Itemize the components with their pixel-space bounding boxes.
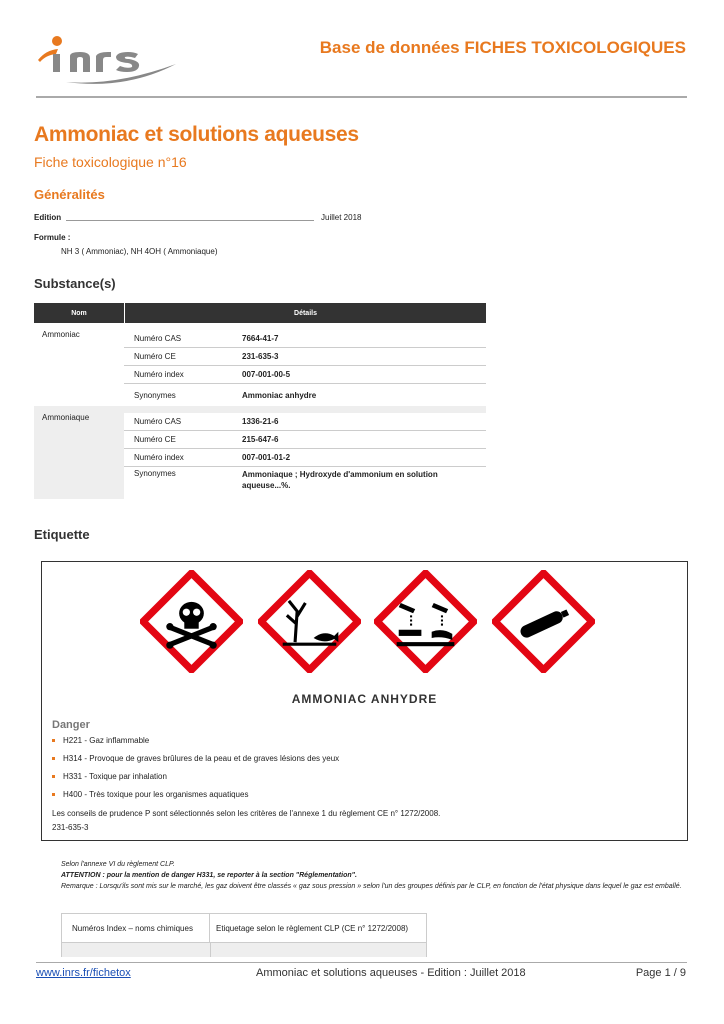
- corrosion-icon: [374, 570, 477, 673]
- gas-cylinder-icon: [492, 570, 595, 673]
- clp-label: [41, 561, 688, 841]
- col-nom: Nom: [34, 303, 125, 323]
- prudence-text: Les conseils de prudence P sont sélectionnés selon les critères de l'annexe 1 du règlement CE n° 1272/2008.: [52, 809, 441, 818]
- edition-value: Juillet 2018: [321, 213, 362, 222]
- edition-label: Edition: [34, 213, 62, 222]
- substances-table: [34, 303, 486, 499]
- footer-title: Ammoniac et solutions aqueuses - Edition : Juillet 2018: [256, 967, 526, 979]
- footer-link[interactable]: www.inrs.fr/fichetox: [36, 967, 131, 979]
- table-row: [62, 943, 426, 957]
- note-warning: ATTENTION : pour la mention de danger H331, se reporter à la section "Réglementation".: [61, 872, 357, 879]
- section-heading-etiquette: Etiquette: [34, 527, 90, 542]
- table-row: Numéro CE 231-635-3: [124, 348, 486, 366]
- header-title: Base de données FICHES TOXICOLOGIQUES: [319, 38, 686, 57]
- table-row: Numéro CE 215-647-6: [124, 431, 486, 449]
- page-number: Page 1 / 9: [635, 967, 686, 979]
- table-row: Numéro index 007-001-00-5: [124, 366, 486, 384]
- edition-leader: [66, 220, 314, 221]
- page-title: Ammoniac et solutions aqueuses: [34, 123, 359, 146]
- skull-crossbones-icon: [140, 570, 243, 673]
- inrs-logo: [36, 34, 186, 94]
- substance-name: Ammoniaque: [42, 413, 90, 422]
- label-notes: [61, 859, 691, 892]
- substance-group: [34, 406, 486, 499]
- table-row: Synonymes Ammoniac anhydre: [124, 384, 486, 406]
- col-index: Numéros Index – noms chimiques: [62, 914, 210, 942]
- table-row: Synonymes Ammoniaque ; Hydroxyde d'ammonium en solution aqueuse...%.: [124, 467, 486, 499]
- table-row: Numéro CAS 1336-21-6: [124, 413, 486, 431]
- formule-label: Formule :: [34, 233, 71, 242]
- section-heading-substances: Substance(s): [34, 276, 116, 291]
- formule-value: NH 3 ( Ammoniac), NH 4OH ( Ammoniaque): [61, 247, 218, 256]
- bullet-icon: [52, 757, 55, 760]
- table-header: [62, 914, 426, 943]
- list-item: H400 - Très toxique pour les organismes aquatiques: [52, 790, 339, 808]
- table-row: Numéro CAS 7664-41-7: [124, 330, 486, 348]
- section-heading-generalites: Généralités: [34, 187, 105, 202]
- list-item: H221 - Gaz inflammable: [52, 736, 339, 754]
- table-header: [34, 303, 486, 323]
- substance-group: [34, 323, 486, 406]
- col-etiquetage: Etiquetage selon le règlement CLP (CE n° 1272/2008): [216, 923, 409, 933]
- table-row: Numéro index 007-001-01-2: [124, 449, 486, 467]
- note-line: Selon l'annexe VI du règlement CLP.: [61, 861, 175, 868]
- substance-name: Ammoniac: [42, 330, 80, 339]
- list-item: H331 - Toxique par inhalation: [52, 772, 339, 790]
- note-remark: Remarque : Lorsqu'ils sont mis sur le marché, les gaz doivent être classés « gaz sous pression » selon l'un des groupes définis par le CLP, en fonction de l'état physique dans lequel le gaz est emballé.: [61, 883, 682, 890]
- classification-table: [61, 913, 427, 957]
- col-details: Détails: [294, 309, 317, 317]
- list-item: H314 - Provoque de graves brûlures de la peau et de graves lésions des yeux: [52, 754, 339, 772]
- hazard-list: [52, 736, 339, 808]
- footer-divider: [36, 962, 687, 963]
- signal-word: Danger: [52, 719, 90, 731]
- header-divider: [36, 96, 687, 98]
- bullet-icon: [52, 775, 55, 778]
- label-product-name: AMMONIAC ANHYDRE: [291, 692, 438, 706]
- bullet-icon: [52, 793, 55, 796]
- environment-icon: [258, 570, 361, 673]
- label-ce-number: 231-635-3: [52, 823, 89, 832]
- page-subtitle: Fiche toxicologique n°16: [34, 154, 187, 170]
- bullet-icon: [52, 739, 55, 742]
